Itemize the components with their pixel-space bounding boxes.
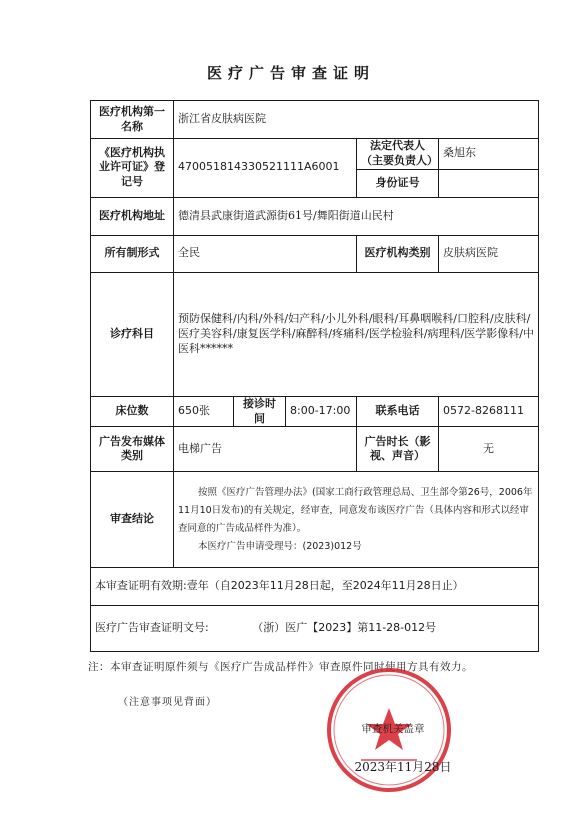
footnote: 注：本审查证明原件须与《医疗广告成品样件》审查原件同时使用方具有效力。 — [88, 661, 473, 673]
scope-value: 预防保健科/内科/外科/妇产科/小儿外科/眼科/耳鼻咽喉科/口腔科/皮肤科/医疗美容科/康复医学科/麻醉科/疼痛科/医学检验科/病理科/医学影像科/中医科****** — [174, 272, 539, 396]
row-cert-number — [91, 606, 539, 652]
category-label: 医疗机构类别 — [357, 235, 439, 272]
cert-number-value: （浙）医广【2023】第11-28-012号 — [252, 621, 437, 635]
row-license — [91, 139, 539, 170]
media-value: 电梯广告 — [174, 427, 357, 472]
phone-value: 0572-8268111 — [439, 396, 539, 427]
cert-number-cell — [91, 606, 539, 652]
media-label: 广告发布媒体类别 — [91, 427, 174, 472]
ownership-value: 全民 — [174, 235, 357, 272]
institution-name-value: 浙江省皮肤病医院 — [174, 101, 539, 139]
address-label: 医疗机构地址 — [91, 197, 174, 235]
scope-label: 诊疗科目 — [91, 272, 174, 396]
seal-date: 2023年11月28日 — [354, 760, 452, 774]
id-number-value — [439, 169, 539, 197]
row-validity — [91, 568, 539, 606]
certificate-table — [90, 100, 539, 652]
seal-label: 审查机关盖章 — [361, 723, 425, 735]
cert-number-label: 医疗广告审查证明文号: — [95, 621, 209, 635]
acceptance-number: 本医疗广告申请受理号：(2023)012号 — [198, 540, 362, 552]
legal-rep-label: 法定代表人（主要负责人） — [357, 139, 439, 170]
page-title: 医疗广告审查证明 — [206, 64, 375, 82]
row-ownership — [91, 235, 539, 272]
legal-rep-value: 桑旭东 — [439, 139, 539, 170]
row-media — [91, 427, 539, 472]
institution-name-label: 医疗机构第一名称 — [91, 101, 174, 139]
row-beds-hours-phone — [91, 396, 539, 427]
row-address — [91, 197, 539, 235]
duration-value: 无 — [439, 427, 539, 472]
row-institution-name — [91, 101, 539, 139]
ownership-label: 所有制形式 — [91, 235, 174, 272]
hours-value: 8:00-17:00 — [286, 396, 357, 427]
review-text: 按照《医疗广告管理办法》(国家工商行政管理总局、卫生部令第26号，2006年11月10日发布)的有关规定，经审查，同意发布该医疗广告（具体内容和形式以经审查同意的广告成品样件为准）。 — [178, 486, 533, 534]
beds-label: 床位数 — [91, 396, 174, 427]
address-value: 德清县武康街道武源街61号/舞阳街道山民村 — [174, 197, 539, 235]
validity-text: 本审查证明有效期:壹年（自2023年11月28日起，至2024年11月28日止） — [91, 568, 539, 606]
review-conclusion — [174, 472, 539, 568]
footnote-see-back: （注意事项见背面） — [118, 697, 217, 708]
beds-value: 650张 — [174, 396, 234, 427]
review-label: 审查结论 — [91, 472, 174, 568]
id-number-label: 身份证号 — [357, 169, 439, 197]
hours-label: 接诊时间 — [234, 396, 286, 427]
license-value: 470051814330521111A6001 — [174, 139, 357, 198]
row-scope — [91, 272, 539, 396]
duration-label: 广告时长（影视、声音） — [357, 427, 439, 472]
category-value: 皮肤病医院 — [439, 235, 539, 272]
row-review — [91, 472, 539, 568]
phone-label: 联系电话 — [357, 396, 439, 427]
license-label: 《医疗机构执业许可证》登记号 — [91, 139, 174, 198]
